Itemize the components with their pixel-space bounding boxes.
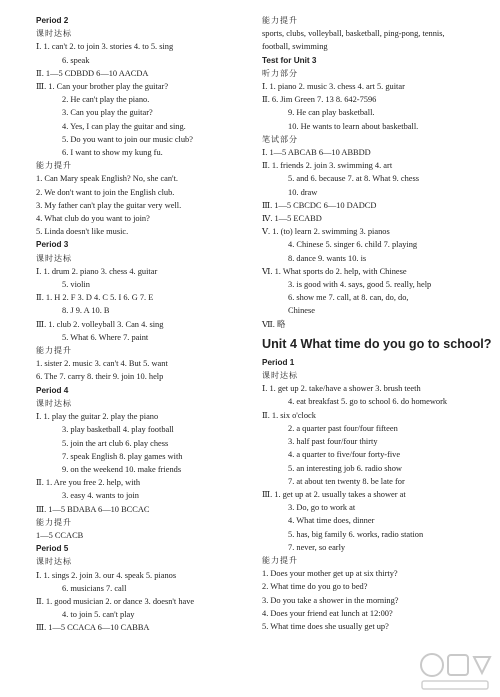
answer-line: Ⅱ. 1. six o'clock (262, 410, 316, 420)
answer-line: 4. a quarter to five/four forty-five (288, 450, 401, 460)
answer-line: 2. He can't play the piano. (62, 95, 150, 105)
answer-line: 3. Do you take a shower in the morning? (262, 595, 399, 605)
answer-line: Ⅱ. 1. good musician 2. or dance 3. doesn't have (36, 596, 195, 606)
subsection-label: 课时达标 (36, 253, 72, 263)
answer-line: 3. Can you play the guitar? (62, 108, 153, 118)
subsection-label: 课时达标 (262, 371, 298, 381)
section-heading: Period 5 (36, 544, 69, 554)
answer-line: 5. violin (62, 280, 90, 290)
answer-line: Ⅰ. 1. play the guitar 2. play the piano (36, 412, 159, 422)
answer-line: Ⅰ. 1. can't 2. to join 3. stories 4. to 5. sing (36, 42, 174, 52)
section-heading: Period 1 (262, 357, 295, 367)
answer-line: sports, clubs, volleyball, basketball, ping-pong, tennis, (262, 29, 445, 39)
answer-line: 5. join the art club 6. play chess (62, 438, 169, 448)
answer-line: 1. Can Mary speak English? No, she can't. (36, 174, 178, 184)
subsection-label: 能力提升 (36, 517, 72, 527)
answer-line: 5. What 6. Where 7. paint (62, 332, 149, 342)
answer-line: Ⅲ. 1—5 BDABA 6—10 BCCAC (36, 504, 150, 514)
answer-line: Ⅱ. 6. Jim Green 7. 13 8. 642-7596 (262, 95, 377, 105)
answer-line: Ⅰ. 1—5 ABCAB 6—10 ABBDD (262, 148, 371, 158)
answer-line: 5. and 6. because 7. at 8. What 9. chess (288, 174, 420, 184)
answer-line: Ⅳ. 1—5 ECABD (262, 214, 322, 224)
answer-line: 3. is good with 4. says, good 5. really, help (288, 280, 432, 290)
answer-line: 6. The 7. carry 8. their 9. join 10. help (36, 372, 164, 382)
answer-line: 4. What time does, dinner (288, 516, 375, 526)
left-column (36, 14, 254, 635)
answer-line: 6. show me 7. call, at 8. can, do, do, (288, 293, 409, 303)
answer-line: Ⅰ. 1. drum 2. piano 3. chess 4. guitar (36, 266, 158, 276)
answer-line: Ⅰ. 1. piano 2. music 3. chess 4. art 5. guitar (262, 82, 405, 92)
section-heading: Period 3 (36, 240, 69, 250)
answer-line: Ⅲ. 1—5 CBCDC 6—10 DADCD (262, 200, 377, 210)
answer-line: 2. We don't want to join the English club. (36, 187, 175, 197)
answer-line: 4. to join 5. can't play (62, 610, 135, 620)
section-heading: Test for Unit 3 (262, 55, 317, 65)
answer-line: 9. He can play basketball. (288, 108, 375, 118)
answer-line: 10. He wants to learn about basketball. (288, 121, 419, 131)
answer-line: 8. dance 9. wants 10. is (288, 253, 367, 263)
answer-line: 3. Do, go to work at (288, 503, 356, 513)
answer-line: 3. easy 4. wants to join (62, 491, 139, 501)
subsection-label: 笔试部分 (262, 134, 298, 144)
unit-title: Unit 4 What time do you go to school? (262, 336, 492, 351)
answer-line: 3. play basketball 4. play football (62, 425, 174, 435)
answer-line: 5. Do you want to join our music club? (62, 134, 193, 144)
right-bottom-section (262, 356, 488, 633)
answer-line: Ⅲ. 1. Can your brother play the guitar? (36, 82, 169, 92)
answer-line: football, swimming (262, 42, 328, 52)
answer-line: 7. at about ten twenty 8. be late for (288, 476, 405, 486)
section-heading: Period 2 (36, 16, 69, 25)
answer-line: 4. Yes, I can play the guitar and sing. (62, 121, 186, 131)
section-heading: Period 4 (36, 385, 69, 395)
answer-line: 2. a quarter past four/four fifteen (288, 423, 398, 433)
answer-line: 3. half past four/four thirty (288, 437, 378, 447)
subsection-label: 课时达标 (36, 557, 72, 567)
answer-line: 5. What time does she usually get up? (262, 621, 389, 631)
answer-line: Ⅱ. 1—5 CDBDD 6—10 AACDA (36, 68, 149, 78)
answer-line: Ⅱ. 1. H 2. F 3. D 4. C 5. I 6. G 7. E (36, 293, 154, 303)
right-top-section (262, 14, 488, 331)
answer-line: Ⅰ. 1. sings 2. join 3. our 4. speak 5. pianos (36, 570, 177, 580)
answer-line: 1—5 CCACB (36, 530, 84, 540)
answer-line: 9. on the weekend 10. make friends (62, 464, 182, 474)
answer-line: 4. Does your friend eat lunch at 12:00? (262, 608, 393, 618)
answer-line: 6. speak (62, 55, 90, 65)
subsection-label: 能力提升 (36, 346, 72, 356)
answer-line: 8. J 9. A 10. B (62, 306, 110, 316)
answer-line: 6. musicians 7. call (62, 583, 127, 593)
answer-line: Ⅶ. 略 (262, 319, 286, 329)
answer-line: 2. What time do you go to bed? (262, 582, 368, 592)
answer-line: Ⅲ. 1—5 CCACA 6—10 CABBA (36, 623, 150, 633)
answer-line: 3. My father can't play the guitar very well. (36, 200, 182, 210)
answer-line: 4. Chinese 5. singer 6. child 7. playing (288, 240, 418, 250)
subsection-label: 能力提升 (262, 555, 298, 565)
answer-line: Ⅲ. 1. club 2. volleyball 3. Can 4. sing (36, 319, 164, 329)
answer-line: 4. What club do you want to join? (36, 214, 150, 224)
answer-line: 5. Linda doesn't like music. (36, 227, 129, 237)
subsection-label: 课时达标 (36, 29, 72, 39)
answer-line: 10. draw (288, 187, 318, 197)
answer-line: 7. speak English 8. play games with (62, 451, 183, 461)
answer-line: 5. an interesting job 6. radio show (288, 463, 402, 473)
answer-line: 1. Does your mother get up at six thirty? (262, 569, 398, 579)
answer-line: Ⅵ. 1. What sports do 2. help, with Chinese (262, 266, 407, 276)
subsection-label: 课时达标 (36, 398, 72, 408)
answer-line: 6. I want to show my kung fu. (62, 148, 163, 158)
watermark-logo-icon (418, 649, 494, 693)
answer-line: 7. never, so early (288, 542, 346, 552)
answer-line: 5. has, big family 6. works, radio station (288, 529, 424, 539)
answer-line: Ⅲ. 1. get up at 2. usually takes a shower at (262, 489, 406, 499)
subsection-label: 听力部分 (262, 68, 298, 78)
answer-line: Chinese (288, 306, 315, 316)
answer-line: Ⅴ. 1. (to) learn 2. swimming 3. pianos (262, 227, 390, 237)
answer-line: 4. eat breakfast 5. go to school 6. do homework (288, 397, 448, 407)
answer-line: 1. sister 2. music 3. can't 4. But 5. want (36, 359, 168, 369)
answer-line: Ⅰ. 1. get up 2. take/have a shower 3. brush teeth (262, 384, 421, 394)
subsection-label: 能力提升 (36, 161, 72, 171)
answer-line: Ⅱ. 1. Are you free 2. help, with (36, 478, 141, 488)
subsection-label: 能力提升 (262, 16, 298, 25)
answer-line: Ⅱ. 1. friends 2. join 3. swimming 4. art (262, 161, 393, 171)
right-column (262, 14, 492, 633)
